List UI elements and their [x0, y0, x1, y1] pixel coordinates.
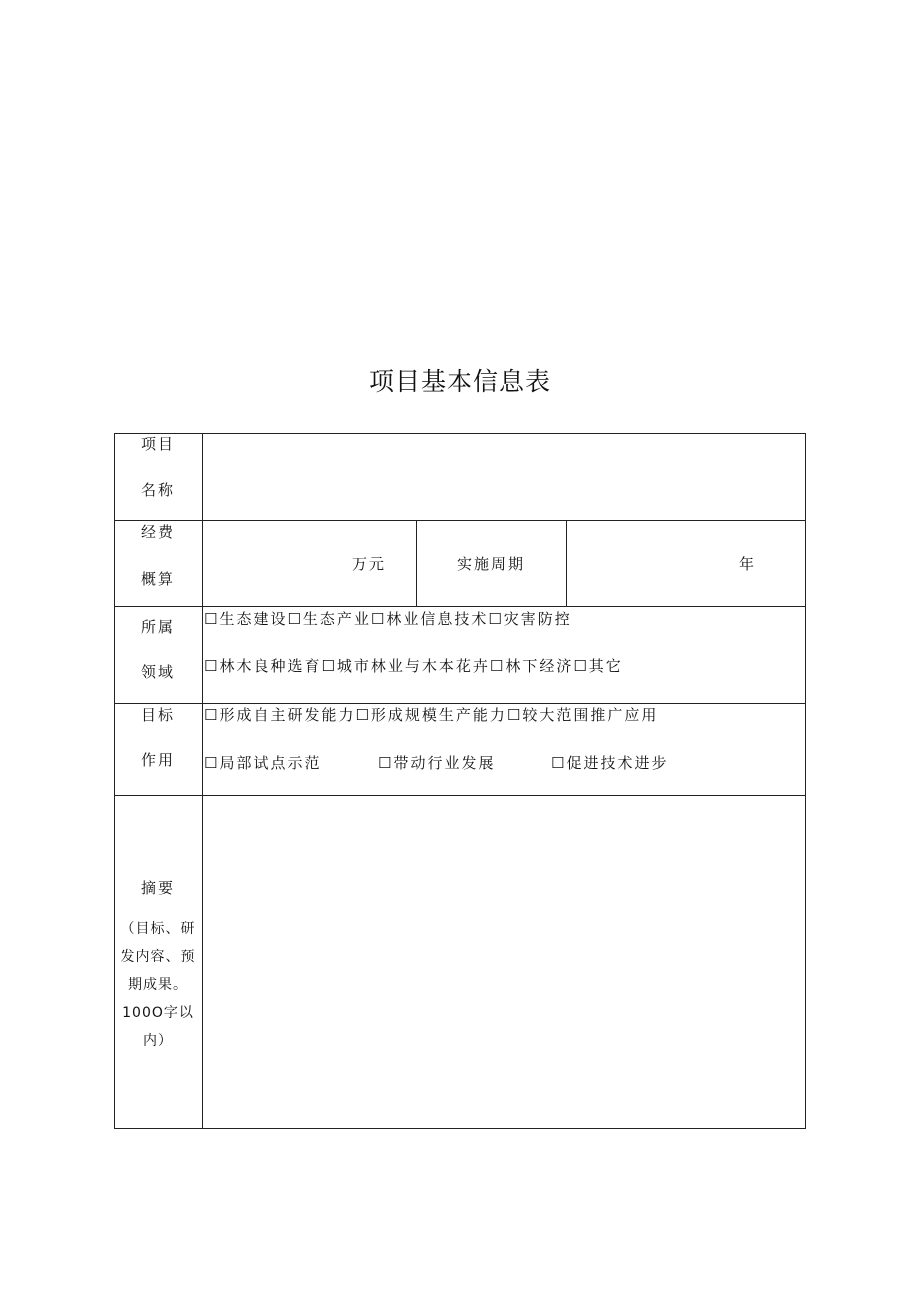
field-options-line2[interactable]: ☐林木良种选育☐城市林业与木本花卉☐林下经济☐其它	[204, 657, 623, 675]
table-border-bottom	[114, 1128, 806, 1129]
abstract-label-line4: 100O字以	[122, 1005, 194, 1021]
budget-label-line2: 概算	[140, 570, 175, 588]
budget-divider-1	[416, 520, 417, 607]
abstract-label-line2: 发内容、预	[120, 949, 196, 965]
field-options-line1[interactable]: ☐生态建设☐生态产业☐林业信息技术☐灾害防控	[204, 610, 572, 628]
budget-amount-unit: 万元	[352, 555, 387, 573]
goal-options-line1[interactable]: ☐形成自主研发能力☐形成规模生产能力☐较大范围推广应用	[204, 706, 659, 724]
field-label-line1: 所属	[140, 618, 175, 636]
table-border-right	[805, 433, 806, 1129]
project-name-field[interactable]	[203, 434, 805, 520]
implementation-period-field[interactable]	[567, 521, 805, 606]
goal-label-line1: 目标	[140, 706, 175, 724]
goal-label-line2: 作用	[140, 751, 175, 769]
abstract-field[interactable]	[203, 796, 805, 1128]
form-title: 项目基本信息表	[368, 367, 551, 396]
budget-label-line1: 经费	[140, 523, 175, 541]
abstract-label-line5: 内）	[143, 1033, 173, 1049]
abstract-label-line1: （目标、研	[120, 921, 196, 937]
goal-option-tech[interactable]: ☐促进技术进步	[551, 754, 669, 772]
field-label-line2: 领域	[140, 663, 175, 681]
abstract-label-title: 摘要	[140, 879, 175, 897]
abstract-label-line3: 期成果。	[128, 977, 188, 993]
row-divider-3	[114, 703, 806, 704]
project-name-label-line1: 项目	[140, 435, 175, 453]
project-name-label-line2: 名称	[140, 481, 175, 499]
goal-option-industry[interactable]: ☐带动行业发展	[378, 754, 496, 772]
implementation-period-unit: 年	[739, 555, 757, 573]
row-divider-2	[114, 606, 806, 607]
goal-option-pilot[interactable]: ☐局部试点示范	[204, 754, 322, 772]
implementation-period-label: 实施周期	[457, 555, 526, 573]
